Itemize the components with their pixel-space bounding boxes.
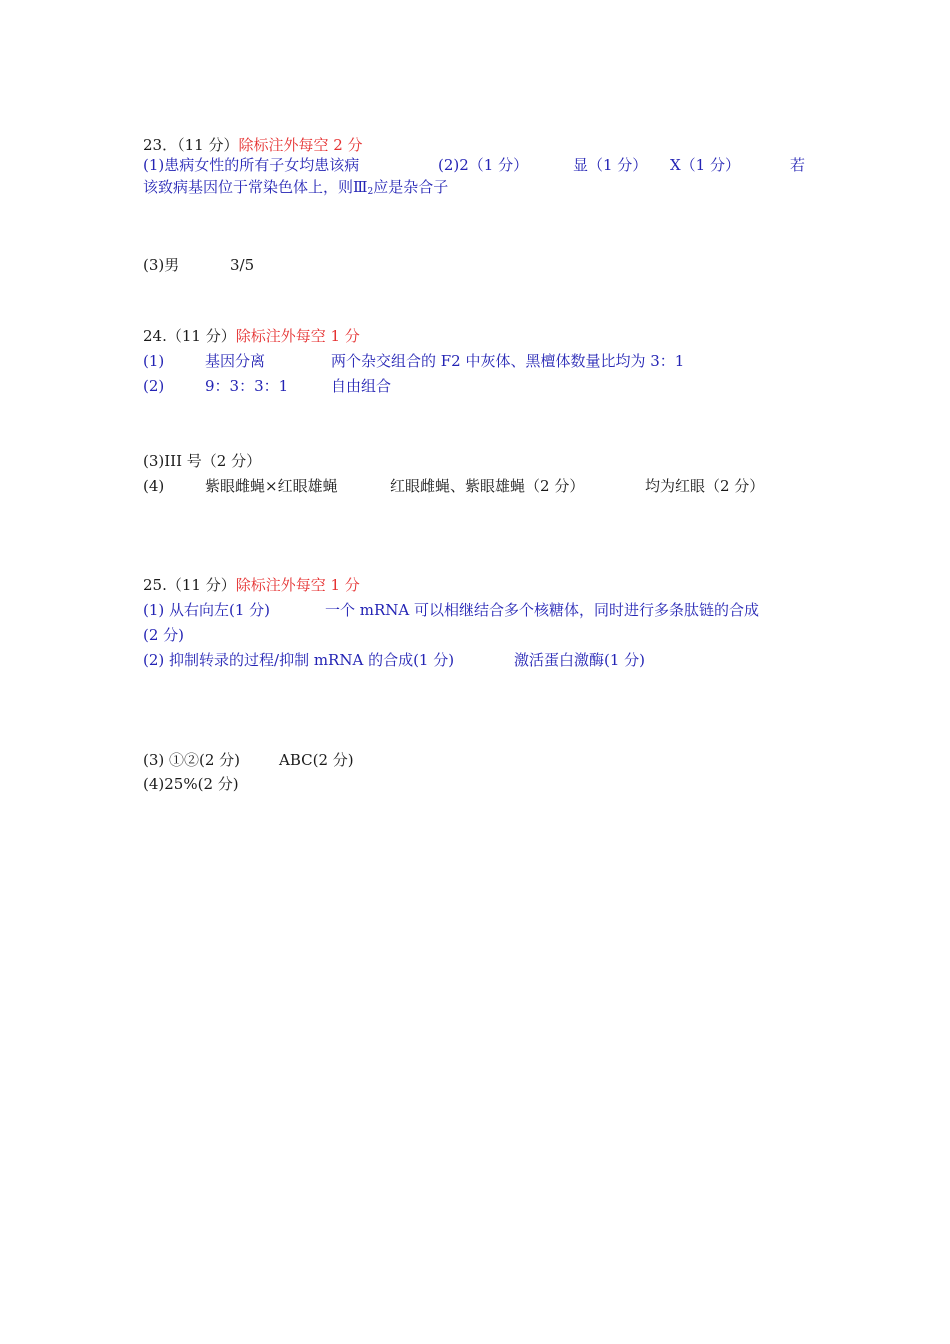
q25-number: 25.（11 分） — [143, 576, 236, 594]
q23-part3-b: 3/5 — [230, 256, 255, 274]
q24-part4-c: 均为红眼（2 分） — [645, 477, 765, 495]
q24-line1 — [0, 351, 950, 371]
q24-part4-b: 红眼雌蝇、紫眼雄蝇（2 分） — [390, 477, 585, 495]
q23-line2-sub: 2 — [367, 187, 374, 197]
q24-line4 — [0, 476, 950, 496]
q23-part1: (1)患病女性的所有子女均患该病 — [143, 156, 360, 174]
q23-note: 除标注外每空 2 分 — [238, 136, 363, 154]
q25-line3 — [0, 750, 950, 770]
q25-heading — [143, 575, 360, 595]
q24-part1-label: (1) — [143, 352, 165, 370]
q24-part1-a: 基因分离 — [205, 352, 266, 370]
q23-heading — [143, 135, 363, 155]
q23-line2 — [143, 177, 448, 202]
q25-part1-a: (1) 从右向左(1 分) — [143, 601, 271, 619]
q25-line1 — [0, 600, 950, 620]
q24-line2 — [0, 376, 950, 396]
q24-part4-a: 紫眼雌蝇×红眼雄蝇 — [205, 477, 338, 495]
q24-heading — [143, 326, 360, 346]
q24-part2-a: 9：3：3：1 — [205, 377, 289, 395]
q25-part2-a: (2) 抑制转录的过程/抑制 mRNA 的合成(1 分) — [143, 651, 455, 669]
q25-part3-b: ABC(2 分) — [279, 751, 354, 769]
q24-number: 24.（11 分） — [143, 327, 236, 345]
q23-line2-b: 应是杂合子 — [373, 178, 449, 196]
q23-part3-a: (3)男 — [143, 256, 180, 274]
q23-part2-a: (2)2（1 分） — [438, 156, 529, 174]
q24-part2-b: 自由组合 — [331, 377, 392, 395]
q25-part3-a: (3) ①②(2 分) — [143, 751, 241, 769]
q23-line3 — [0, 255, 950, 275]
q24-part2-label: (2) — [143, 377, 165, 395]
q23-line1 — [0, 155, 950, 175]
q23-number: 23．（11 分） — [143, 136, 239, 154]
q24-part1-b: 两个杂交组合的 F2 中灰体、黑檀体数量比均为 3：1 — [331, 352, 685, 370]
q23-part2-d: 若 — [790, 156, 806, 174]
q25-part4: (4)25%(2 分) — [143, 775, 239, 793]
q23-part2-c: X（1 分） — [670, 156, 740, 174]
q24-note: 除标注外每空 1 分 — [235, 327, 360, 345]
q24-part4-label: (4) — [143, 477, 165, 495]
q25-part1-b: 一个 mRNA 可以相继结合多个核糖体，同时进行多条肽链的合成 — [325, 601, 760, 619]
q24-part3: (3)III 号（2 分） — [143, 452, 262, 470]
q25-part2-b: 激活蛋白激酶(1 分) — [514, 651, 646, 669]
q25-part1-c: (2 分) — [143, 626, 185, 644]
q23-part2-b: 显（1 分） — [573, 156, 648, 174]
q23-line2-a: 该致病基因位于常染色体上，则Ⅲ — [143, 178, 368, 196]
q25-line2 — [0, 650, 950, 670]
q25-note: 除标注外每空 1 分 — [235, 576, 360, 594]
